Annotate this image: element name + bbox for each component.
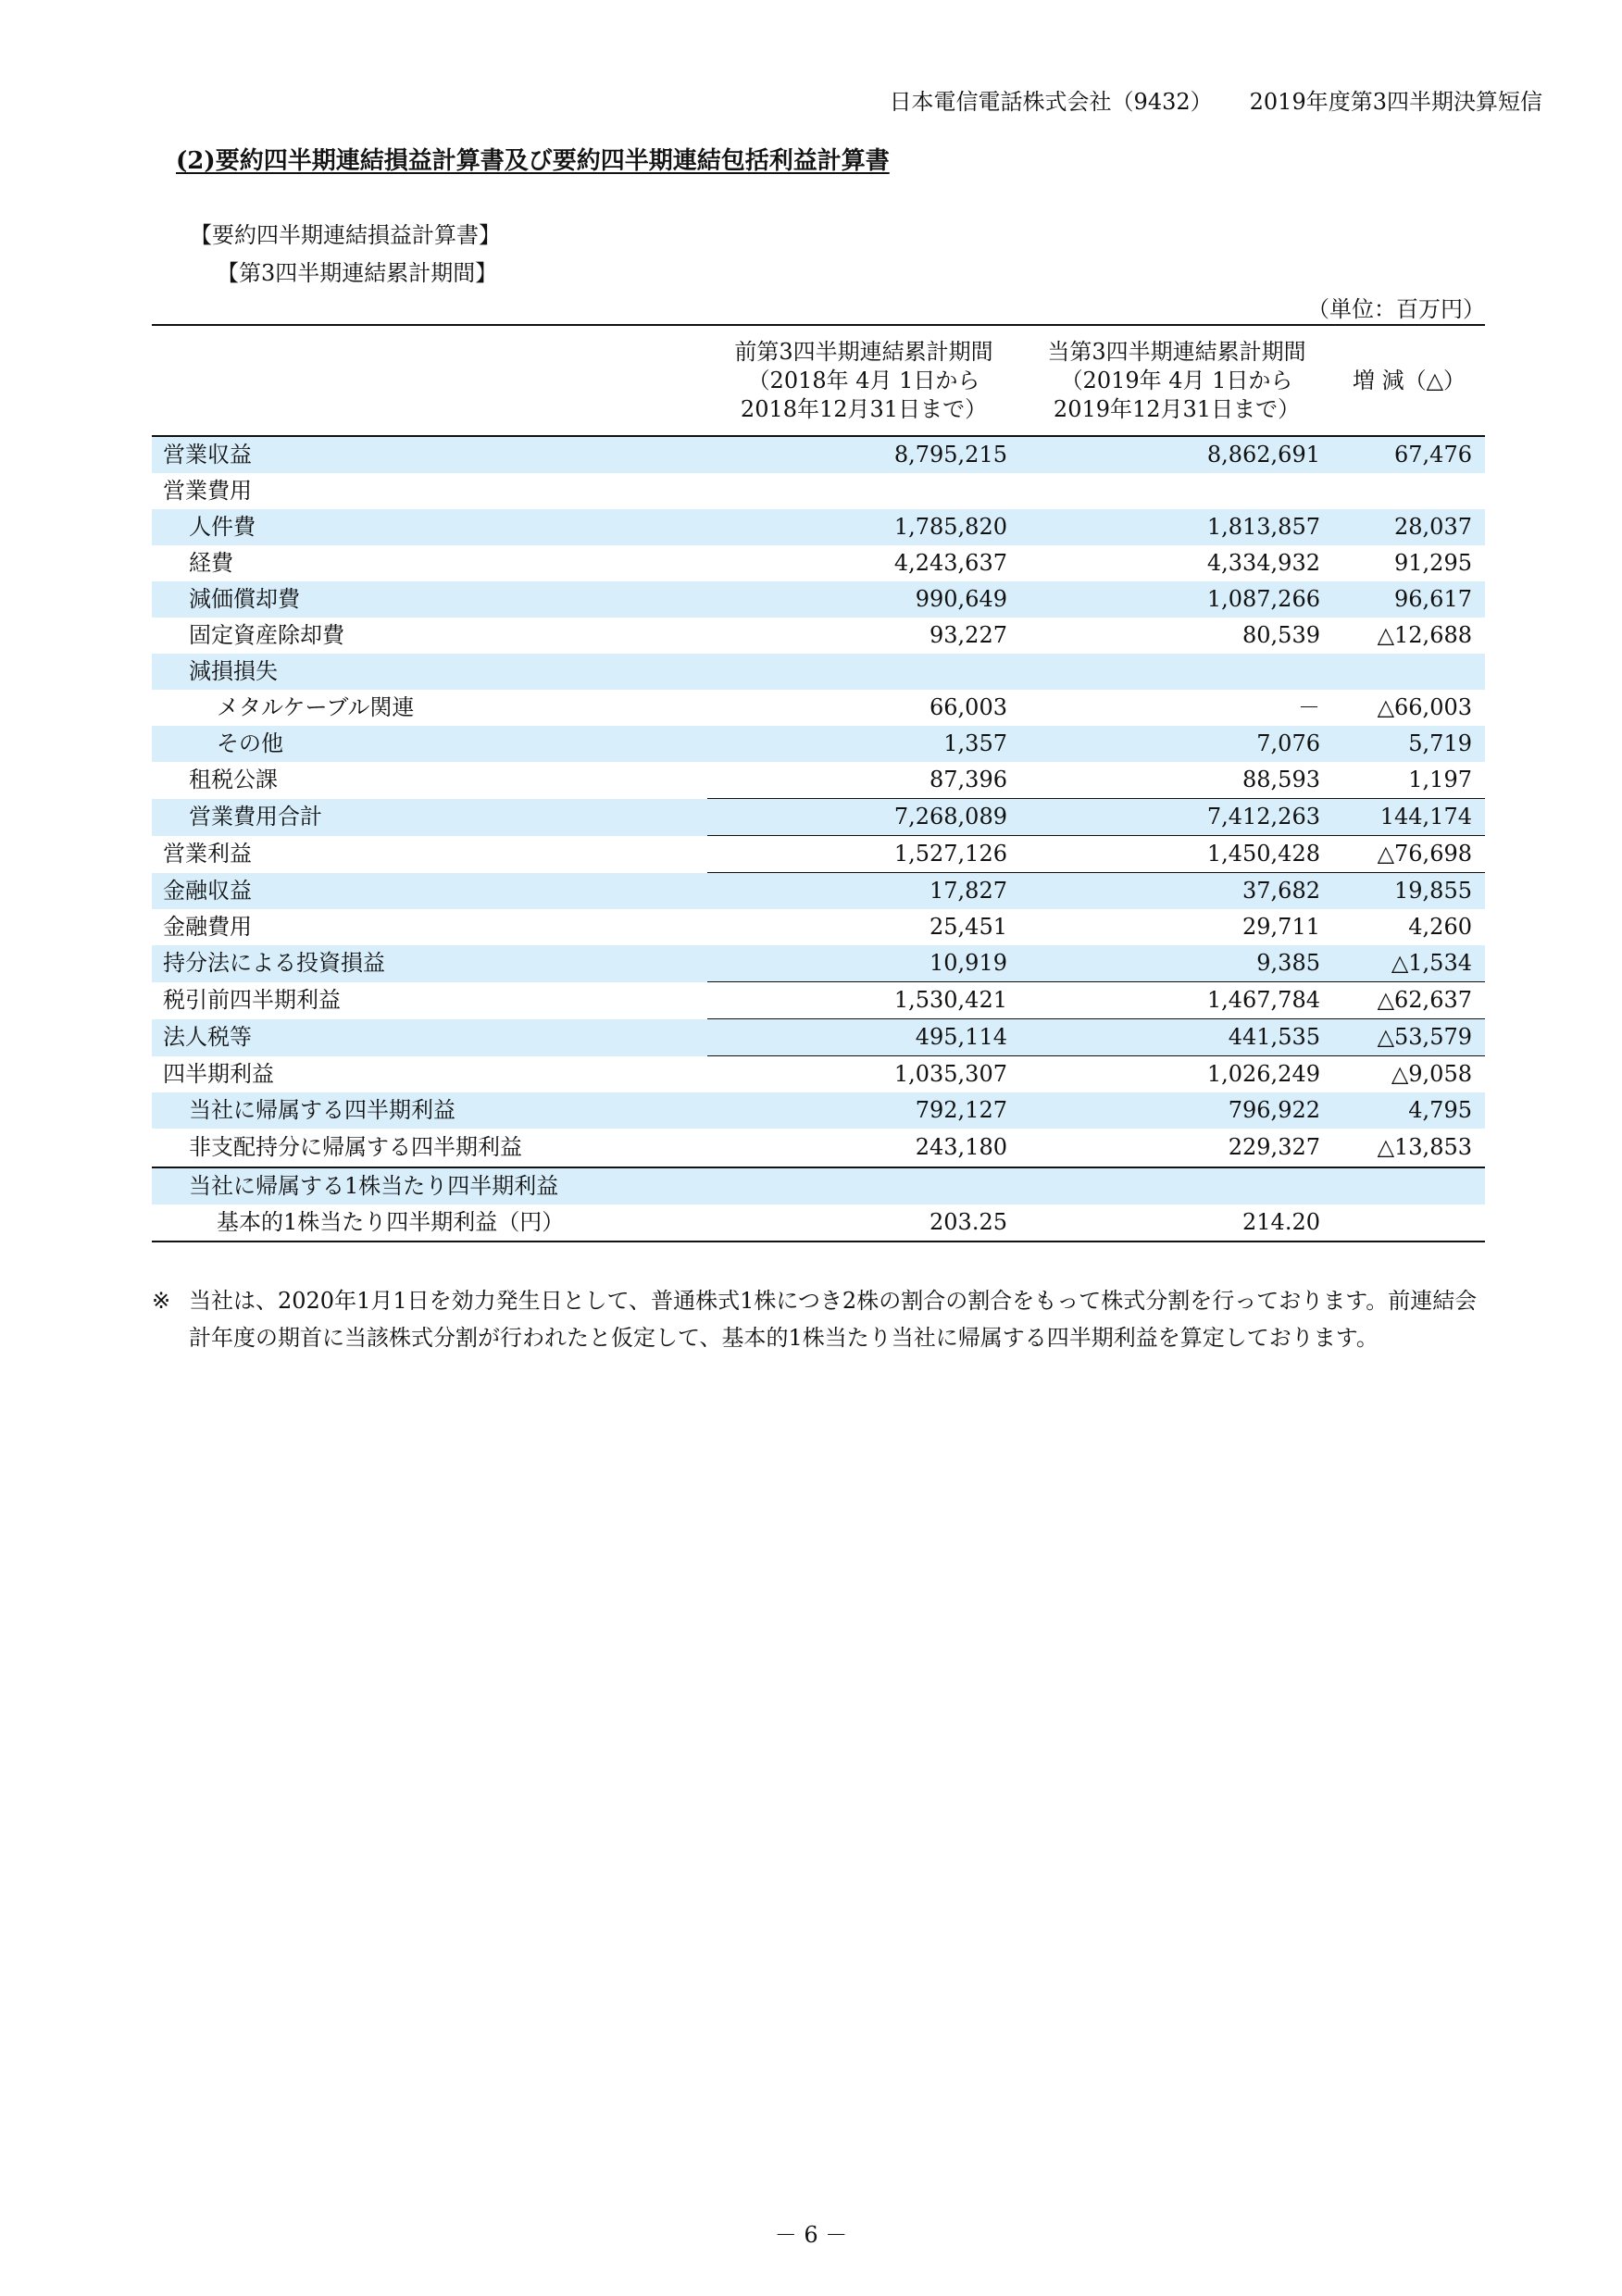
table-header-row: [152, 325, 1485, 436]
table-row: 四半期利益 1,035,307 1,026,249 △9,058: [152, 1056, 1485, 1093]
table-row: 減損損失: [152, 654, 1485, 690]
header-prev-period: 前第3四半期連結累計期間 （2018年 4月 1日から 2018年12月31日まで）: [707, 325, 1020, 436]
period-title: 【第3四半期連結累計期間】: [217, 260, 498, 286]
company-name: 日本電信電話株式会社（9432）: [889, 89, 1213, 115]
page-number: － 6 －: [774, 2222, 848, 2248]
table-row: 営業費用合計 7,268,089 7,412,263 144,174: [152, 799, 1485, 836]
header-curr-period: 当第3四半期連結累計期間 （2019年 4月 1日から 2019年12月31日まで）: [1020, 325, 1333, 436]
table-row: 営業利益 1,527,126 1,450,428 △76,698: [152, 836, 1485, 873]
header-label-cell: [152, 325, 707, 436]
table-row: 法人税等 495,114 441,535 △53,579: [152, 1019, 1485, 1056]
table-row: 税引前四半期利益 1,530,421 1,467,784 △62,637: [152, 982, 1485, 1019]
income-statement-table: [152, 324, 1485, 1242]
table-row: メタルケーブル関連 66,003 － △66,003: [217, 694, 1472, 720]
table-row: 人件費 1,785,820 1,813,857 28,037: [152, 509, 1485, 545]
footnote-mark: ※: [152, 1288, 171, 1314]
table-row: その他 1,357 7,076 5,719: [152, 726, 1485, 762]
report-name: 2019年度第3四半期決算短信: [1249, 89, 1542, 115]
table-row: 営業費用: [163, 478, 252, 504]
table-row: 金融収益 17,827 37,682 19,855: [152, 873, 1485, 910]
table-row: 金融費用 25,451 29,711 4,260: [163, 914, 1472, 940]
footnote: [152, 1282, 1494, 1356]
table-row: 租税公課 87,396 88,593 1,197: [189, 767, 1472, 793]
statement-title: 【要約四半期連結損益計算書】: [190, 222, 501, 248]
table-row: 営業収益 8,795,215 8,862,691 67,476: [152, 436, 1485, 473]
eps-basic-row: 基本的1株当たり四半期利益（円） 203.25 214.20: [152, 1204, 1485, 1242]
income-statement-table-wrap: [152, 324, 1485, 1242]
header-diff: 増 減（△）: [1333, 325, 1485, 436]
table-row: 減価償却費 990,649 1,087,266 96,617: [152, 581, 1485, 618]
unit-note: （単位：百万円）: [1307, 296, 1485, 322]
footnote-text: 当社は、2020年1月1日を効力発生日として、普通株式1株につき2株の割合の割合をもって株式分割を行っております。前連結会計年度の期首に当該株式分割が行われたと仮定して、基本的1株当たり当社に帰属する四半期利益を算定しております。: [189, 1288, 1478, 1351]
table-row: 持分法による投資損益 10,919 9,385 △1,534: [152, 945, 1485, 982]
company-header: [890, 83, 1542, 116]
section-title: (2)要約四半期連結損益計算書及び要約四半期連結包括利益計算書: [176, 147, 890, 175]
table-row: 経費 4,243,637 4,334,932 91,295: [189, 550, 1472, 576]
table-row: 当社に帰属する四半期利益 792,127 796,922 4,795: [152, 1092, 1485, 1129]
table-row: 固定資産除却費 93,227 80,539 △12,688: [189, 622, 1472, 648]
eps-heading-row: 当社に帰属する1株当たり四半期利益: [152, 1167, 1485, 1204]
table-row: 非支配持分に帰属する四半期利益 243,180 229,327 △13,853: [189, 1134, 1472, 1160]
